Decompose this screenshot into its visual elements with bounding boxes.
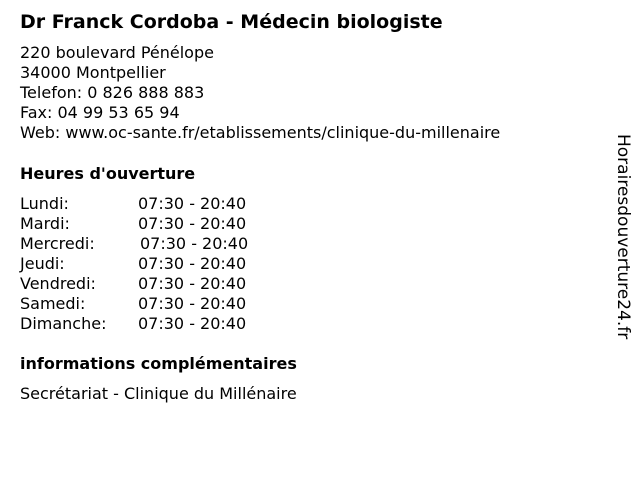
opening-hours-table bbox=[20, 194, 280, 334]
hours-row-saturday bbox=[20, 294, 280, 314]
time-range: 07:30 - 20:40 bbox=[138, 194, 247, 213]
day-label: Mercredi: bbox=[20, 234, 95, 253]
day-label: Mardi: bbox=[20, 214, 70, 233]
watermark bbox=[612, 134, 636, 374]
city-address: 34000 Montpellier bbox=[20, 63, 166, 82]
time-range: 07:30 - 20:40 bbox=[140, 234, 249, 253]
time-range: 07:30 - 20:40 bbox=[138, 214, 247, 233]
time-range: 07:30 - 20:40 bbox=[138, 314, 247, 333]
street-address: 220 boulevard Pénélope bbox=[20, 43, 214, 62]
additional-info-heading: informations complémentaires bbox=[20, 354, 297, 373]
hours-row-tuesday bbox=[20, 214, 280, 234]
phone-number: Telefon: 0 826 888 883 bbox=[20, 83, 205, 102]
opening-hours-heading: Heures d'ouverture bbox=[20, 164, 196, 183]
time-range: 07:30 - 20:40 bbox=[138, 274, 247, 293]
day-label: Samedi: bbox=[20, 294, 86, 313]
page-title: Dr Franck Cordoba - Médecin biologiste bbox=[20, 11, 443, 33]
hours-row-sunday bbox=[20, 314, 280, 334]
hours-row-wednesday bbox=[20, 234, 280, 254]
day-label: Lundi: bbox=[20, 194, 69, 213]
day-label: Dimanche: bbox=[20, 314, 107, 333]
additional-info-text: Secrétariat - Clinique du Millénaire bbox=[20, 384, 297, 403]
day-label: Jeudi: bbox=[20, 254, 65, 273]
time-range: 07:30 - 20:40 bbox=[138, 254, 247, 273]
day-label: Vendredi: bbox=[20, 274, 96, 293]
watermark-text: Horairesdouverture24.fr bbox=[613, 134, 633, 340]
website-link[interactable]: Web: www.oc-sante.fr/etablissements/clinique-du-millenaire bbox=[20, 123, 501, 142]
hours-row-monday bbox=[20, 194, 280, 214]
hours-row-thursday bbox=[20, 254, 280, 274]
time-range: 07:30 - 20:40 bbox=[138, 294, 247, 313]
hours-row-friday bbox=[20, 274, 280, 294]
contact-block bbox=[20, 43, 500, 143]
fax-number: Fax: 04 99 53 65 94 bbox=[20, 103, 180, 122]
